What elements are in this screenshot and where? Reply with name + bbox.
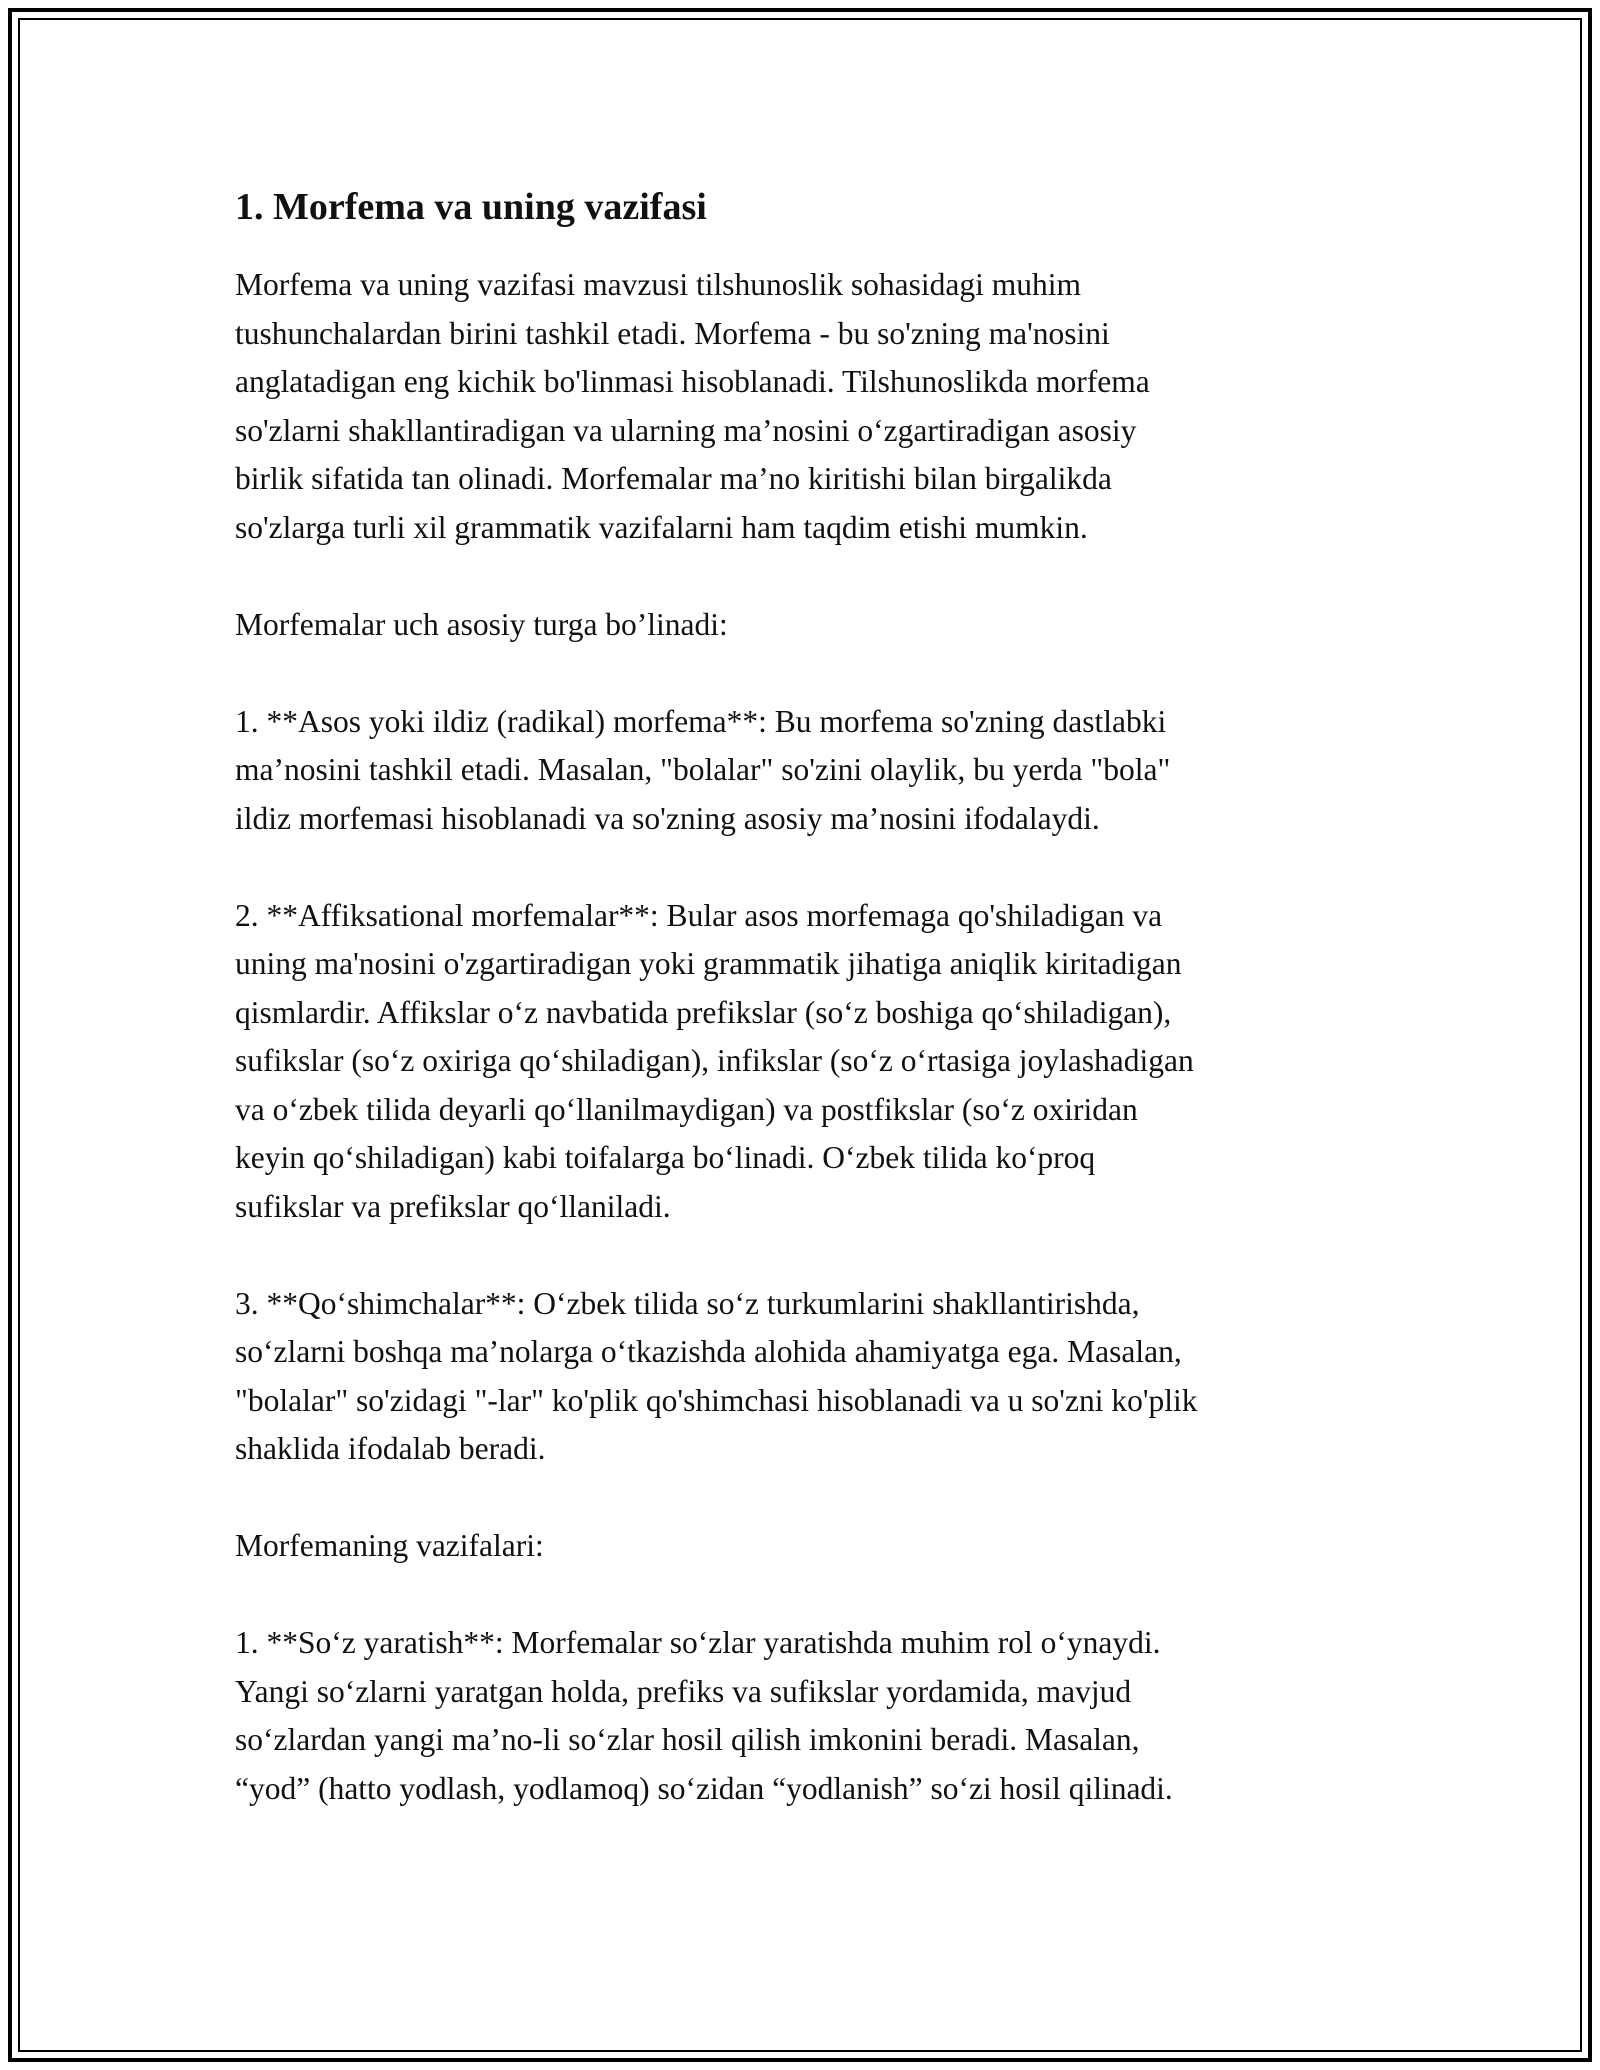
paragraph-type-suffix: 3. **Qo‘shimchalar**: O‘zbek tilida so‘z turkumlarini shakllantirishda, so‘zlarni boshqa ma’nolarga o‘tkazishda alohida ahamiyatga ega. Masalan, "bolalar" so'zidagi "-lar" ko'plik qo'shimchasi hisoblanadi va u so'zni ko'plik shaklida ifodalab beradi. [235,1285,1198,1466]
paragraph-function-word-formation: 1. **So‘z yaratish**: Morfemalar so‘zlar yaratishda muhim rol o‘ynaydi. Yangi so‘zlarni yaratgan holda, prefiks va sufikslar yordamida, mavjud so‘zlardan yangi ma’no-li so‘zlar hosil qilish imkonini beradi. Masalan, “yod” (hatto yodlash, yodlamoq) so‘zidan “yodlanish” so‘zi hosil qilinadi. [235,1625,1173,1806]
paragraph-type-affix: 2. **Affiksational morfemalar**: Bular asos morfemaga qo'shiladigan va uning ma'nosini o'zgartiradigan yoki grammatik jihatiga aniqlik kiritadigan qismlardir. Affikslar o‘z navbatida prefikslar (so‘z boshiga qo‘shiladigan), sufikslar (so‘z oxiriga qo‘shiladigan), infikslar (so‘z o‘rtasiga joylashadigan va o‘zbek tilida deyarli qo‘llanilmaydigan) va postfikslar (so‘z oxiridan keyin qo‘shiladigan) kabi toifalarga bo‘linadi. O‘zbek tilida ko‘proq sufikslar va prefikslar qo‘llaniladi. [235,897,1194,1224]
document-body [235,183,1365,1813]
paragraph-functions-heading: Morfemaning vazifalari: [235,1528,544,1563]
paragraph-intro: Morfema va uning vazifasi mavzusi tilshunoslik sohasidagi muhim tushunchalardan birini tashkil etadi. Morfema - bu so'zning ma'nosini anglatadigan eng kichik bo'linmasi hisoblanadi. Tilshunoslikda morfema so'zlarni shakllantiradigan va ularning ma’nosini o‘zgartiradigan asosiy birlik sifatida tan olinadi. Morfemalar ma’no kiritishi bilan birgalikda so'zlarga turli xil grammatik vazifalarni ham taqdim etishi mumkin. [235,267,1150,545]
paragraph-type-root: 1. **Asos yoki ildiz (radikal) morfema**: Bu morfema so'zning dastlabki ma’nosini tashkil etadi. Masalan, "bolalar" so'zini olaylik, bu yerda "bola" ildiz morfemasi hisoblanadi va so'zning asosiy ma’nosini ifodalaydi. [235,703,1171,836]
paragraph-types-heading: Morfemalar uch asosiy turga bo’linadi: [235,606,728,642]
document-title: 1. Morfema va uning vazifasi [235,186,707,228]
